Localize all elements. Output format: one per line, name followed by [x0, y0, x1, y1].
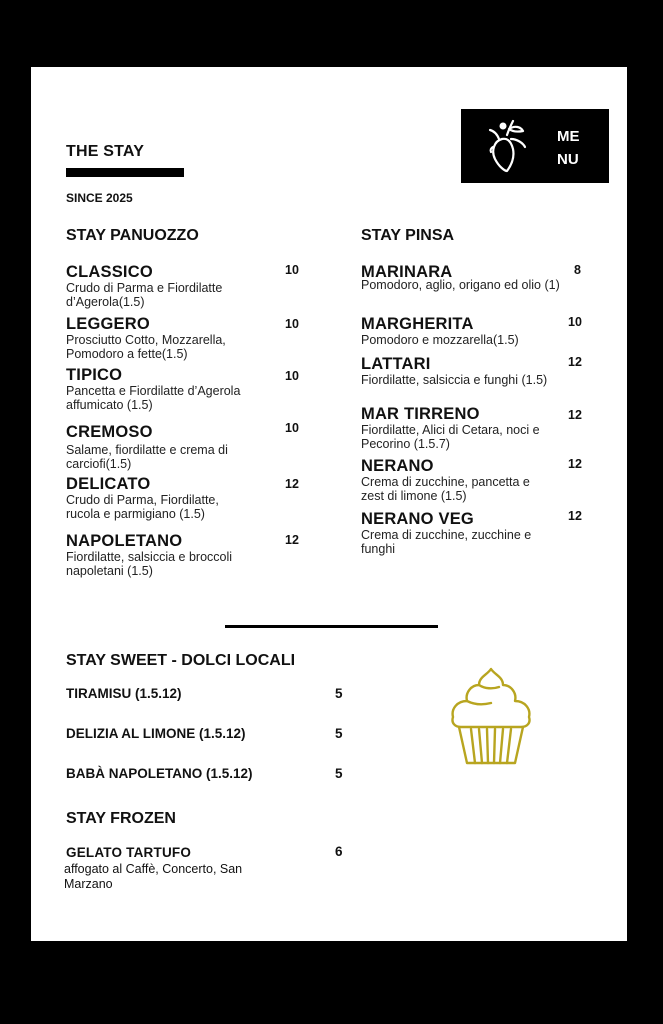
item-name: LEGGERO	[66, 315, 150, 333]
brand-underline	[66, 168, 184, 177]
since-label: SINCE 2025	[66, 191, 133, 205]
brand-title: THE STAY	[66, 143, 145, 160]
panuozzo-item-leggero	[66, 315, 306, 361]
price: 12	[568, 355, 582, 369]
pinsa-item-mar-tirreno	[361, 405, 541, 451]
price: 12	[568, 408, 582, 422]
price: 5	[335, 686, 343, 701]
price: 12	[568, 457, 582, 471]
sweet-item: BABÀ NAPOLETANO (1.5.12)	[66, 766, 253, 781]
item-desc: Crudo di Parma, Fiordilatte, rucola e parmigiano (1.5)	[66, 493, 219, 521]
item-name: MAR TIRRENO	[361, 405, 480, 423]
price: 10	[285, 263, 299, 277]
item-desc: Pomodoro, aglio, origano ed olio (1)	[361, 278, 560, 292]
price: 5	[335, 726, 343, 741]
menu-badge	[461, 109, 609, 183]
olive-branch-icon	[485, 117, 531, 177]
price: 10	[285, 317, 299, 331]
price: 12	[568, 509, 582, 523]
item-name: LATTARI	[361, 355, 431, 373]
panuozzo-item-napoletano	[66, 532, 306, 578]
item-name: NERANO	[361, 457, 434, 475]
item-name: NERANO VEG	[361, 510, 474, 528]
pinsa-item-margherita	[361, 315, 566, 347]
item-desc: Crema di zucchine, pancetta e zest di limone (1.5)	[361, 475, 530, 503]
item-desc: Pomodoro e mozzarella(1.5)	[361, 333, 519, 347]
item-desc: Crudo di Parma e Fiordilatte d’Agerola(1.5)	[66, 281, 223, 309]
frozen-title: STAY FROZEN	[66, 810, 176, 827]
item-name: NAPOLETANO	[66, 532, 183, 550]
menu-badge-line1: ME	[557, 128, 580, 145]
item-name: MARGHERITA	[361, 315, 474, 333]
pinsa-item-nerano	[361, 457, 556, 503]
menu-badge-line2: NU	[557, 151, 579, 168]
pinsa-item-marinara	[361, 263, 566, 292]
item-name: TIPICO	[66, 366, 123, 384]
price: 10	[568, 315, 582, 329]
price: 10	[285, 421, 299, 435]
item-desc: Fiordilatte, salsiccia e funghi (1.5)	[361, 373, 548, 387]
menu-badge-text	[557, 125, 580, 171]
pinsa-item-lattari	[361, 355, 566, 387]
price: 10	[285, 369, 299, 383]
sweet-title: STAY SWEET - DOLCI LOCALI	[66, 652, 296, 669]
item-name: CREMOSO	[66, 423, 153, 441]
section-divider	[225, 625, 438, 628]
item-desc: Pancetta e Fiordilatte d’Agerola affumicato (1.5)	[66, 384, 241, 412]
panuozzo-item-delicato	[66, 475, 306, 521]
price: 8	[574, 263, 581, 277]
panuozzo-title: STAY PANUOZZO	[66, 227, 199, 244]
panuozzo-item-classico	[66, 263, 306, 309]
sweet-item: DELIZIA AL LIMONE (1.5.12)	[66, 726, 246, 741]
item-desc: Crema di zucchine, zucchine e funghi	[361, 528, 532, 556]
cupcake-icon	[445, 665, 537, 767]
menu-page	[31, 67, 627, 941]
price: 12	[285, 477, 299, 491]
panuozzo-item-cremoso	[66, 423, 306, 471]
frozen-item-gelato-tartufo	[64, 844, 274, 892]
pinsa-item-nerano-veg	[361, 510, 556, 556]
item-desc: Fiordilatte, salsiccia e broccoli napoletani (1.5)	[66, 550, 233, 578]
price: 6	[335, 844, 343, 859]
price: 12	[285, 533, 299, 547]
sweet-item: TIRAMISU (1.5.12)	[66, 686, 182, 701]
item-name: CLASSICO	[66, 263, 153, 281]
item-name: DELICATO	[66, 475, 151, 493]
item-name: MARINARA	[361, 263, 453, 281]
item-desc: affogato al Caffè, Concerto, San Marzano	[64, 862, 243, 891]
price: 5	[335, 766, 343, 781]
pinsa-title: STAY PINSA	[361, 227, 455, 244]
item-desc: Salame, fiordilatte e crema di carciofi(1.5)	[66, 443, 228, 471]
item-desc: Fiordilatte, Alici di Cetara, noci e Pecorino (1.5.7)	[361, 423, 540, 451]
item-name: GELATO TARTUFO	[66, 845, 192, 860]
panuozzo-item-tipico	[66, 366, 306, 412]
item-desc: Prosciutto Cotto, Mozzarella, Pomodoro a fette(1.5)	[66, 333, 226, 361]
